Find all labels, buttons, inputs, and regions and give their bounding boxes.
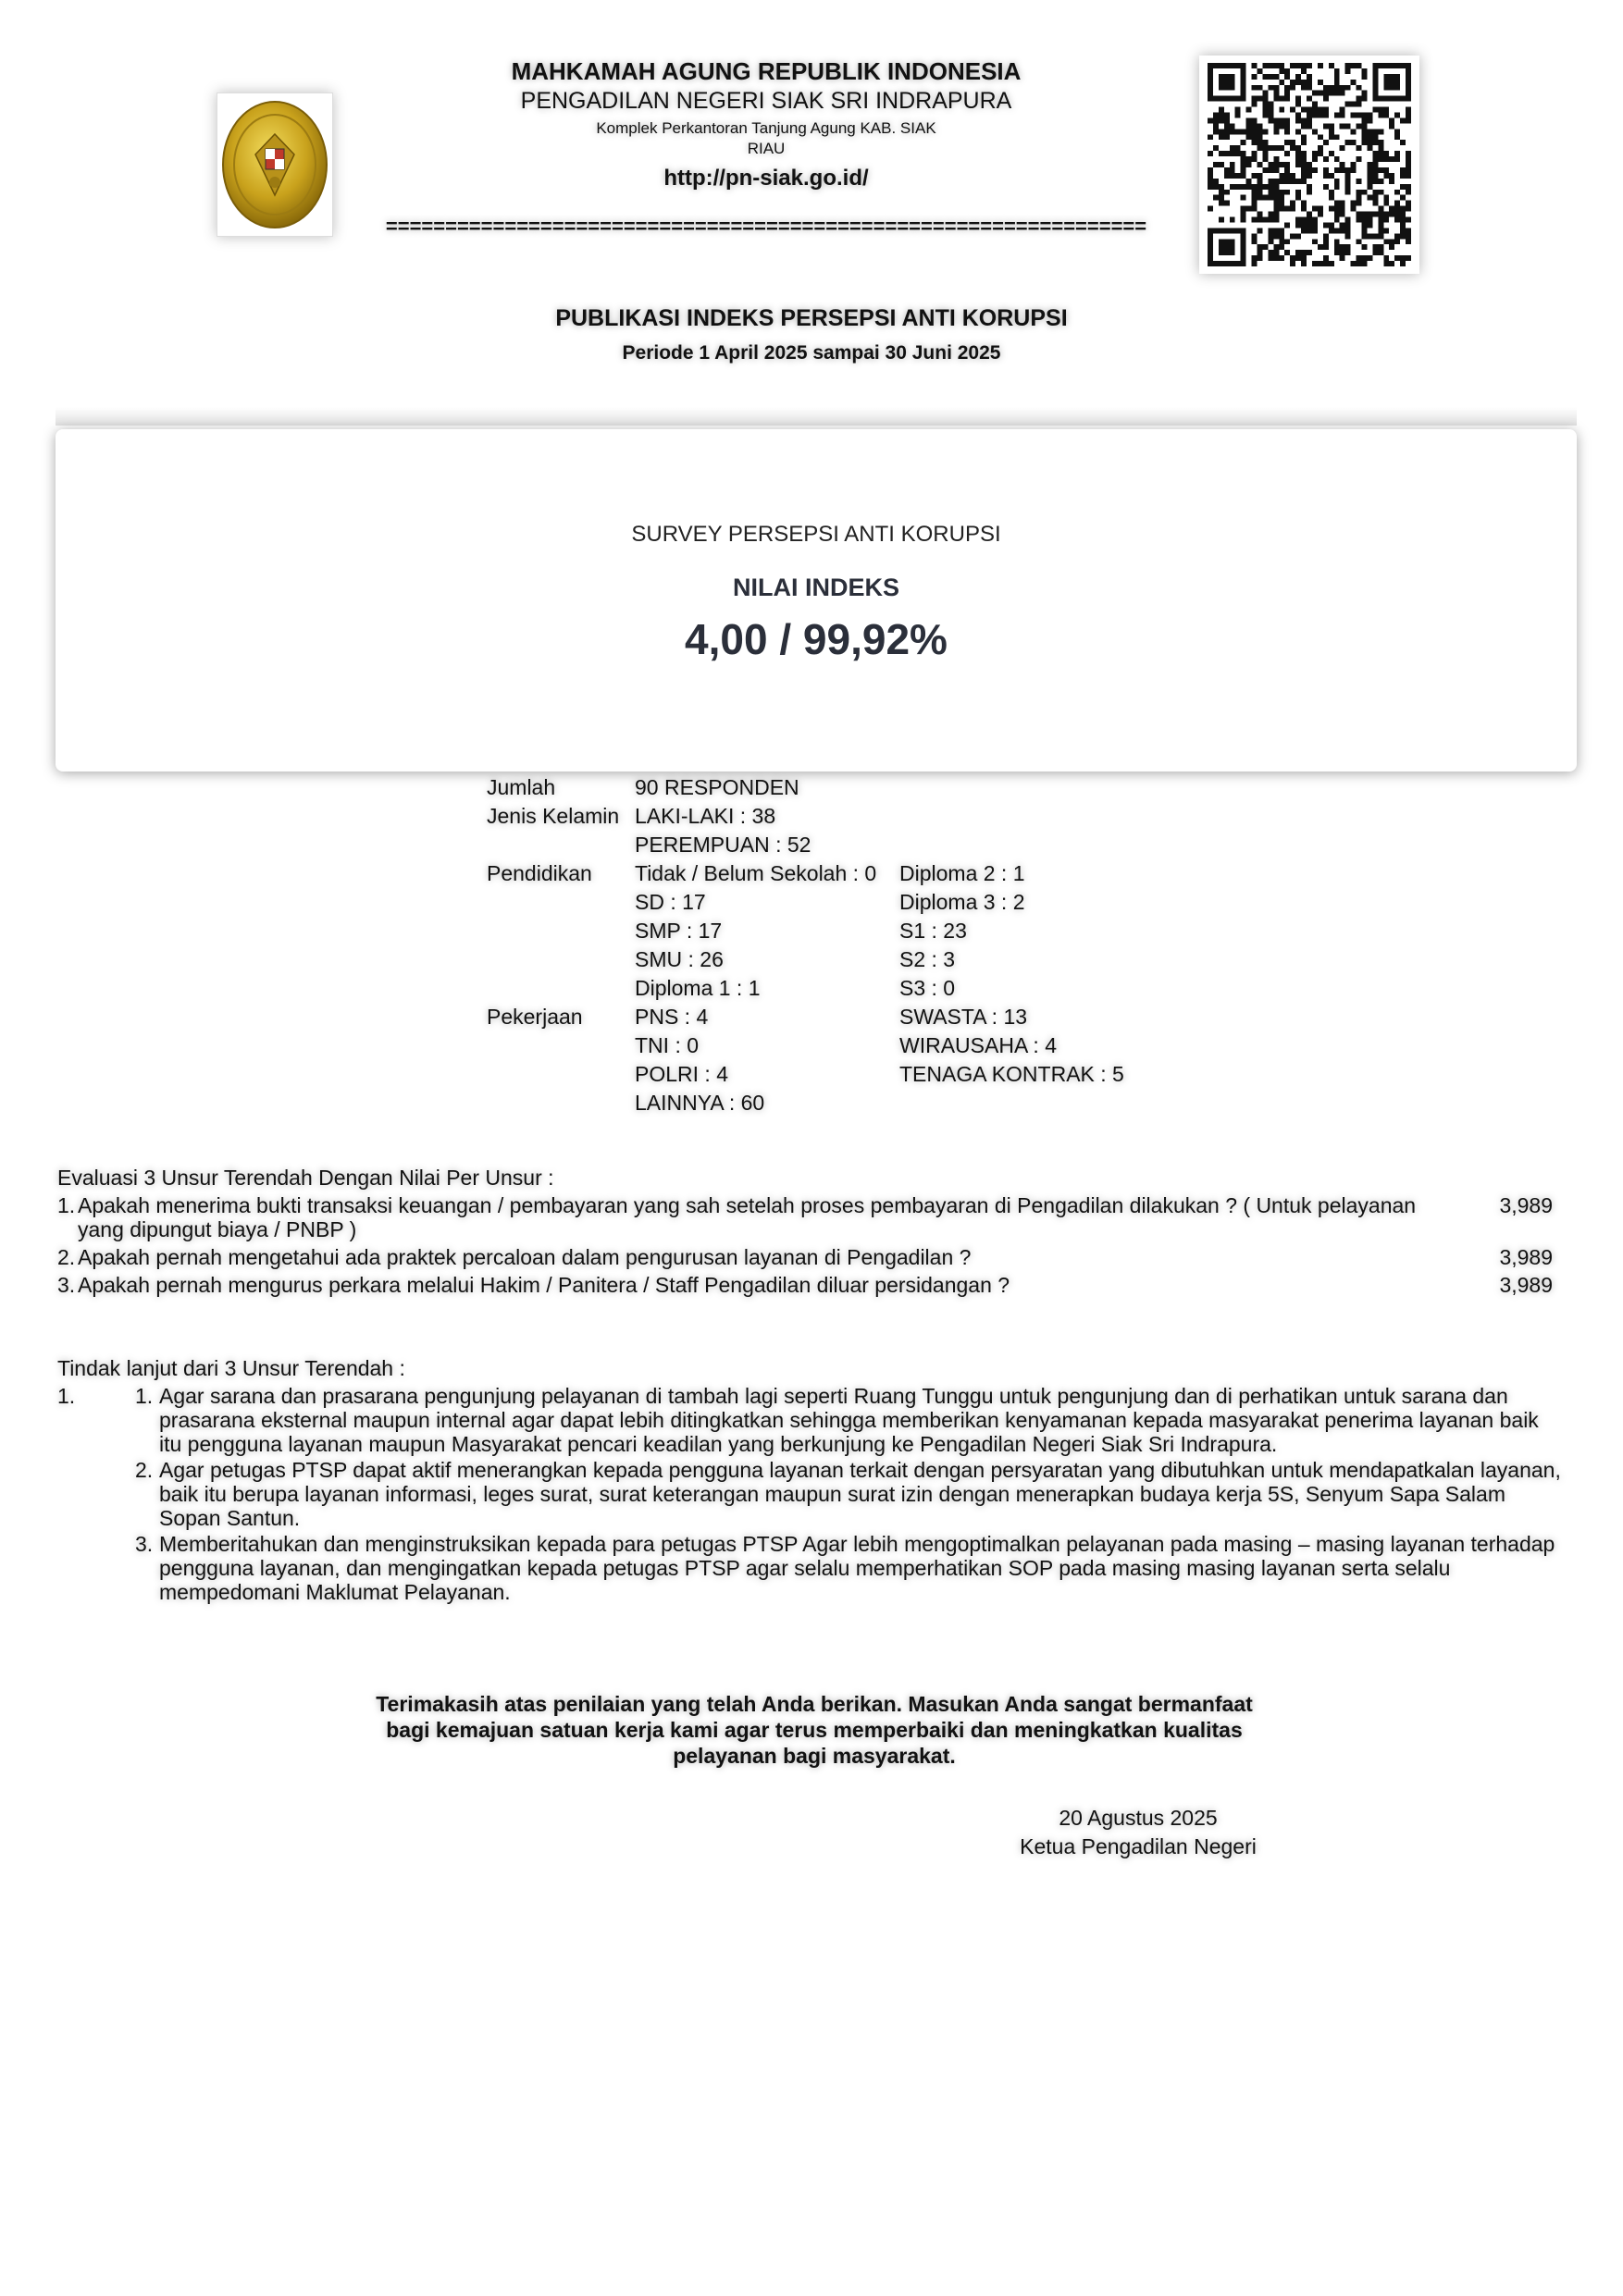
evaluation-item-score: 3,989: [1499, 1193, 1553, 1217]
qr-code: [1199, 56, 1419, 274]
evaluation-item-text: Apakah pernah mengetahui ada praktek percaloan dalam pengurusan layanan di Pengadilan ?: [78, 1245, 972, 1269]
respondent-category: Jenis Kelamin: [487, 804, 620, 828]
evaluation-item: [57, 1273, 1566, 1297]
follow-up-item-text: Agar sarana dan prasarana pengunjung pelayanan di tambah lagi seperti Ruang Tunggu untuk pengunjung dan di perhatikan untuk sarana dan prasarana eksternal maupun internal agar dapat lebih ditingkatkan sehingga memberikan kenyamanan kepada masyarakat penerima layanan baik itu pengguna layanan maupun Masyarakat pencari keadilan yang berkunjung ke Pengadilan Negeri Siak Sri Indrapura.: [159, 1384, 1539, 1456]
index-card: [56, 429, 1577, 772]
respondent-value: Tidak / Belum Sekolah : 0: [635, 861, 877, 885]
respondent-value-2: Diploma 2 : 1: [899, 861, 1025, 885]
respondent-category: Pekerjaan: [487, 1005, 583, 1029]
respondent-value: 90 RESPONDEN: [635, 775, 799, 799]
evaluation-item-number: 3.: [57, 1273, 76, 1297]
follow-up-outer-number: 1.: [57, 1384, 76, 1408]
court-province: RIAU: [747, 140, 786, 157]
evaluation-heading: Evaluasi 3 Unsur Terendah Dengan Nilai Per Unsur :: [57, 1166, 554, 1190]
evaluation-item: [57, 1193, 1566, 1241]
publication-title: PUBLIKASI INDEKS PERSEPSI ANTI KORUPSI: [555, 305, 1068, 331]
respondent-value-2: SWASTA : 13: [899, 1005, 1028, 1029]
follow-up-heading: Tindak lanjut dari 3 Unsur Terendah :: [57, 1356, 405, 1380]
respondent-value-2: Diploma 3 : 2: [899, 890, 1025, 914]
closing-message: Terimakasih atas penilaian yang telah Anda berikan. Masukan Anda sangat bermanfaat bagi kemajuan satuan kerja kami agar terus memperbaiki dan meningkatkan kualitas pelayanan bagi masyarakat.: [376, 1692, 1253, 1768]
respondent-value-2: S2 : 3: [899, 947, 956, 971]
evaluation-item-text: Apakah menerima bukti transaksi keuangan / pembayaran yang sah setelah proses pembayaran di Pengadilan dilakukan ? ( Untuk pelayanan yang dipungut biaya / PNBP ): [78, 1193, 1417, 1241]
evaluation-section: [57, 1166, 1566, 1301]
respondent-value-2: TENAGA KONTRAK : 5: [899, 1062, 1124, 1086]
evaluation-item: [57, 1245, 1566, 1269]
evaluation-item-number: 1.: [57, 1193, 76, 1217]
publication-period: Periode 1 April 2025 sampai 30 Juni 2025: [622, 342, 1001, 364]
evaluation-item-score: 3,989: [1499, 1273, 1553, 1297]
qr-code-icon: [1207, 63, 1412, 266]
index-value: 4,00 / 99,92%: [685, 615, 948, 663]
court-website-link[interactable]: http://pn-siak.go.id/: [663, 166, 869, 191]
respondent-value: TNI : 0: [635, 1033, 700, 1057]
respondent-value: PNS : 4: [635, 1005, 709, 1029]
survey-label: SURVEY PERSEPSI ANTI KORUPSI: [631, 522, 1001, 547]
respondent-category: Pendidikan: [487, 861, 592, 885]
court-name: PENGADILAN NEGERI SIAK SRI INDRAPURA: [520, 88, 1012, 114]
follow-up-item: [135, 1384, 1566, 1456]
evaluation-item-number: 2.: [57, 1245, 76, 1269]
follow-up-list: [57, 1384, 1566, 1604]
respondent-value: LAINNYA : 60: [635, 1091, 765, 1115]
evaluation-item-score: 3,989: [1499, 1245, 1553, 1269]
respondent-value: SMP : 17: [635, 919, 723, 943]
respondent-value: Diploma 1 : 1: [635, 976, 761, 1000]
header-divider: ================================================================: [385, 215, 1147, 238]
follow-up-item-number: 1.: [135, 1384, 154, 1408]
respondent-value: PEREMPUAN : 52: [635, 833, 812, 857]
signature-date: 20 Agustus 2025: [1059, 1806, 1218, 1830]
respondent-value: POLRI : 4: [635, 1062, 728, 1086]
court-address: Komplek Perkantoran Tanjung Agung KAB. SIAK: [596, 119, 936, 137]
follow-up-item: [135, 1458, 1566, 1530]
respondent-value-2: S1 : 23: [899, 919, 967, 943]
evaluation-item-text: Apakah pernah mengurus perkara melalui Hakim / Panitera / Staff Pengadilan diluar persidangan ?: [78, 1273, 1010, 1297]
follow-up-item-number: 2.: [135, 1458, 154, 1482]
institution-name: MAHKAMAH AGUNG REPUBLIK INDONESIA: [511, 57, 1022, 85]
respondent-category: Jumlah: [487, 775, 556, 799]
respondent-value: SD : 17: [635, 890, 706, 914]
respondent-value: LAKI-LAKI : 38: [635, 804, 776, 828]
signatory-title: Ketua Pengadilan Negeri: [1020, 1834, 1257, 1858]
letterhead: [361, 57, 1171, 192]
follow-up-item: [135, 1532, 1566, 1604]
seal-icon: [220, 97, 329, 232]
index-label: NILAI INDEKS: [732, 574, 899, 601]
respondent-value-2: WIRAUSAHA : 4: [899, 1033, 1057, 1057]
court-seal-logo: [217, 93, 333, 237]
respondent-value: SMU : 26: [635, 947, 724, 971]
respondent-value-2: S3 : 0: [899, 976, 956, 1000]
follow-up-section: [57, 1356, 1566, 1606]
follow-up-item-text: Agar petugas PTSP dapat aktif menerangkan kepada pengguna layanan terkait dengan persyaratan yang dibutuhkan untuk mendapatkalan layanan, baik itu berupa layanan informasi, leges surat, surat keterangan maupun surat izin dengan menerapkan budaya kerja 5S, Senyum Sapa Salam Sopan Santun.: [159, 1458, 1561, 1530]
follow-up-item-text: Memberitahukan dan menginstruksikan kepada para petugas PTSP Agar lebih mengoptimalkan pelayanan pada masing – masing layanan terhadap pengguna layanan, dan mengingatkan kepada petugas PTSP agar selalu memperhatikan SOP pada masing masing layanan serta selalu mempedomani Maklumat Pelayanan.: [159, 1532, 1555, 1604]
signature-block: [962, 1804, 1314, 1861]
card-shadow: [56, 407, 1577, 426]
follow-up-item-number: 3.: [135, 1532, 154, 1556]
